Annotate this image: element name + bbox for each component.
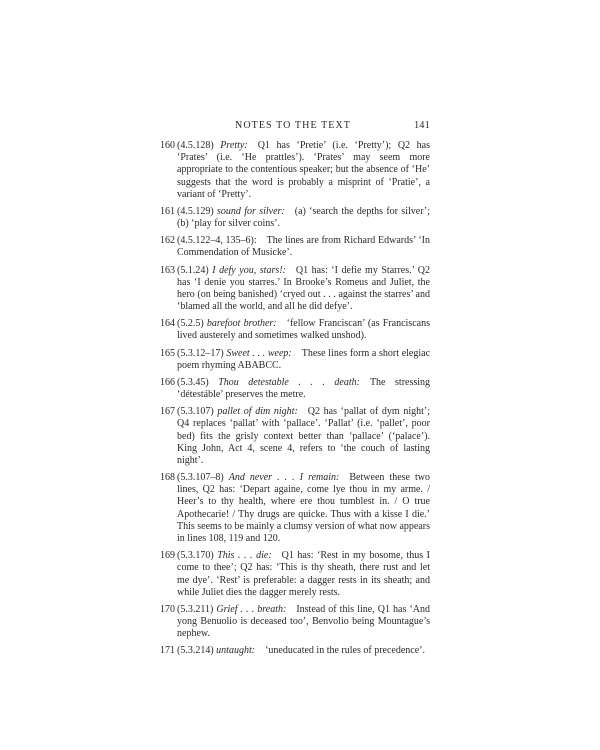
note-text: Q2 has ‘pallat of dym night’; Q4 replaces ‘pallat’ with ‘pallace’. ‘Pallat’ (i.e. ‘pallet’, poor bed) fits the grisly context better than ‘pallace’ (‘palace’). King John, Act 4, scene 4, refers to ‘the couch of lasting night’. bbox=[177, 406, 430, 466]
note-reference: (5.3.107–8) bbox=[177, 472, 224, 483]
note-text: ‘fellow Franciscan’ (as Franciscans lived austerely and sometimes walked unshod). bbox=[177, 318, 431, 342]
note-body bbox=[177, 348, 430, 372]
note-body bbox=[177, 604, 430, 641]
note-lemma: sound for silver: bbox=[217, 205, 285, 217]
note-number: 163 bbox=[160, 264, 175, 276]
note-lemma: Sweet . . . weep: bbox=[226, 347, 292, 359]
note-entry bbox=[160, 206, 430, 230]
note-body bbox=[177, 318, 430, 342]
running-title: NOTES TO THE TEXT bbox=[235, 120, 352, 131]
note-text: Q1 has: ‘Rest in my bosome, thus I come to thee’; Q2 has: ‘This is thy sheath, there rust and let me dye’. ‘Rest’ is preferable: a dagger rests in its sheath; and while Juliet dies the dagger merely rests. bbox=[177, 550, 431, 598]
note-entry bbox=[160, 472, 430, 545]
note-text: Q1 has: ‘I defie my Starres.’ Q2 has ‘I denie you starres.’ In Brooke’s Romeus and Juliet, the hero (on being banished) ‘cryed out . . . against the starres’ and ‘blamed all the world, and all he did defye’. bbox=[177, 264, 430, 313]
note-reference: (5.1.24) bbox=[177, 264, 209, 276]
note-lemma: I defy you, stars!: bbox=[212, 264, 286, 276]
note-reference: (5.3.211) bbox=[177, 603, 214, 615]
note-entry bbox=[160, 265, 430, 314]
note-lemma: untaught: bbox=[216, 645, 256, 657]
note-text: ‘uneducated in the rules of precedence’. bbox=[265, 645, 425, 657]
note-body bbox=[177, 235, 430, 259]
note-reference: (5.3.214) bbox=[177, 645, 214, 657]
note-number: 165 bbox=[160, 347, 175, 359]
notes-list bbox=[160, 140, 430, 662]
note-reference: (4.5.122–4, 135–6): bbox=[177, 235, 257, 247]
note-number: 160 bbox=[160, 140, 175, 151]
note-reference: (4.5.129) bbox=[177, 205, 214, 217]
note-body bbox=[177, 140, 430, 201]
note-body bbox=[177, 472, 430, 545]
note-lemma: And never . . . I remain: bbox=[228, 472, 340, 483]
note-reference: (5.3.12–17) bbox=[177, 347, 224, 359]
note-text: Between these two lines, Q2 has: ‘Depart againe, come lye thou in my arme. / Heer’s to thy health, where ere thou tumblest in. / O true Apothecarie! / Thy drugs are quicke. Thus with a kisse I die.’ This seems to be mainly a clumsy version of what now appears in lines 108, 119 and 120. bbox=[177, 472, 430, 545]
note-lemma: Grief . . . breath: bbox=[216, 603, 287, 615]
note-body bbox=[177, 377, 430, 401]
note-number: 167 bbox=[160, 406, 175, 418]
note-number: 166 bbox=[160, 376, 175, 388]
note-entry bbox=[160, 406, 430, 467]
note-reference: (5.3.107) bbox=[177, 406, 214, 418]
note-number: 161 bbox=[160, 205, 175, 217]
note-number: 162 bbox=[160, 235, 175, 247]
note-lemma: This . . . die: bbox=[217, 550, 272, 562]
note-number: 171 bbox=[160, 645, 175, 657]
note-entry bbox=[160, 550, 430, 599]
note-text: These lines form a short elegiac poem rhyming ABABCC. bbox=[177, 347, 431, 371]
note-number: 164 bbox=[160, 318, 175, 330]
note-entry bbox=[160, 604, 430, 641]
note-reference: (5.3.45) bbox=[177, 376, 209, 388]
note-number: 169 bbox=[160, 550, 175, 562]
note-text: Q1 has ‘Pretie’ (i.e. ‘Pretty’); Q2 has ‘Prates’ (i.e. ‘He prattles’). ‘Prates’ may seem more appropriate to the contentious speaker; but the absence of ‘He’ suggests that the word is probably a misprint of ‘Pratie’, a variant of ‘Pretty’. bbox=[177, 140, 430, 200]
note-entry bbox=[160, 377, 430, 401]
note-lemma: Pretty: bbox=[220, 140, 248, 151]
note-text: (a) ‘search the depths for silver’; (b) ‘play for silver coins’. bbox=[177, 205, 430, 230]
note-lemma: Thou detestable . . . death: bbox=[218, 376, 360, 388]
note-body bbox=[177, 550, 430, 599]
page-number: 141 bbox=[414, 120, 430, 131]
note-entry bbox=[160, 348, 430, 372]
note-text: Instead of this line, Q1 has ‘And yong Benuolio is deceased too’, Benvolio being Mountague’s nephew. bbox=[177, 603, 430, 640]
note-number: 168 bbox=[160, 472, 175, 483]
note-number: 170 bbox=[160, 603, 175, 615]
note-lemma: barefoot brother: bbox=[206, 318, 277, 330]
note-entry bbox=[160, 318, 430, 342]
note-reference: (5.3.170) bbox=[177, 550, 214, 562]
note-text: The lines are from Richard Edwards’ ‘In Commendation of Musicke’. bbox=[177, 235, 430, 259]
note-body bbox=[177, 265, 430, 314]
note-lemma: pallet of dim night: bbox=[217, 406, 298, 418]
note-entry bbox=[160, 140, 430, 201]
note-reference: (4.5.128) bbox=[177, 140, 214, 151]
note-reference: (5.2.5) bbox=[177, 318, 204, 330]
note-entry bbox=[160, 645, 430, 657]
note-text: The stressing ‘détestáble’ preserves the metre. bbox=[177, 376, 431, 400]
note-body bbox=[177, 645, 430, 657]
note-entry bbox=[160, 235, 430, 259]
note-body bbox=[177, 206, 430, 230]
running-head bbox=[160, 120, 430, 132]
note-body bbox=[177, 406, 430, 467]
